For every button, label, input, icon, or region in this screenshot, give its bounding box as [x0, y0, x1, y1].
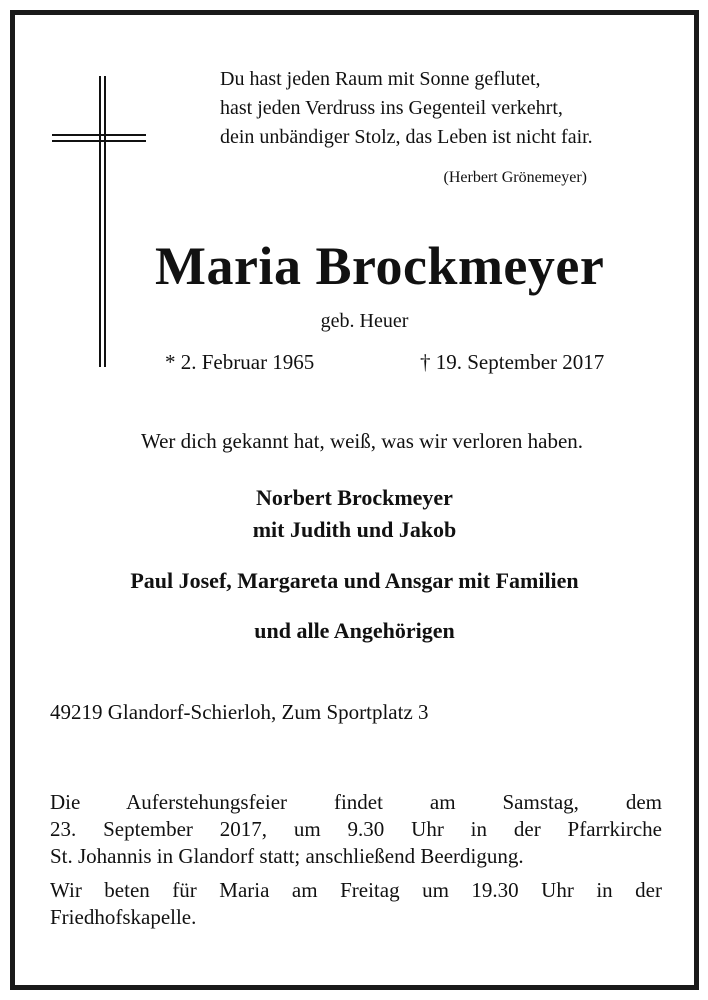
obituary-frame	[10, 10, 699, 990]
death-date: † 19. September 2017	[420, 350, 605, 374]
address: 49219 Glandorf-Schierloh, Zum Sportplatz 3	[50, 700, 429, 724]
maiden-name: geb. Heuer	[320, 310, 409, 332]
birth-date: * 2. Februar 1965	[165, 350, 315, 374]
mourner-line: und alle Angehörigen	[254, 618, 455, 643]
quote	[220, 65, 593, 152]
service-line: St. Johannis in Glandorf statt; anschließend Beerdigung.	[50, 844, 524, 868]
mourner-line: Paul Josef, Margareta und Ansgar mit Familien	[130, 568, 579, 593]
quote-line: Du hast jeden Raum mit Sonne geflutet,	[220, 68, 541, 90]
quote-author: (Herbert Grönemeyer)	[443, 169, 587, 186]
mourner-line: mit Judith und Jakob	[252, 517, 457, 542]
prayer-notice	[50, 877, 662, 931]
deceased-name: Maria Brockmeyer	[155, 236, 605, 296]
motto: Wer dich gekannt hat, weiß, was wir verloren haben.	[140, 429, 584, 453]
service-line: Die Auferstehungsfeier findet am Samstag, dem	[50, 790, 662, 814]
service-line: 23. September 2017, um 9.30 Uhr in der Pfarrkirche	[50, 817, 662, 841]
prayer-line: Wir beten für Maria am Freitag um 19.30 Uhr in der	[50, 878, 662, 902]
mourner-line: Norbert Brockmeyer	[256, 485, 453, 510]
prayer-line: Friedhofskapelle.	[50, 905, 197, 929]
quote-line: dein unbändiger Stolz, das Leben ist nicht fair.	[220, 126, 593, 148]
quote-line: hast jeden Verdruss ins Gegenteil verkehrt,	[220, 97, 563, 119]
service-notice	[50, 789, 662, 870]
